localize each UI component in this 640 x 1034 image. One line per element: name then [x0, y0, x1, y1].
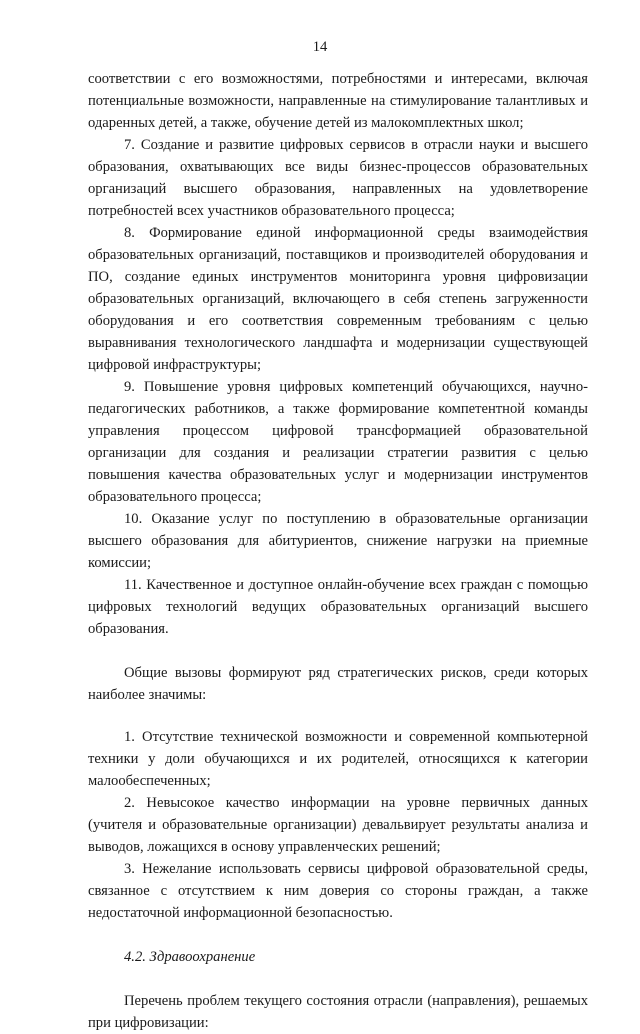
list-item-8: 8. Формирование единой информационной среды взаимодействия образовательных организаций, поставщиков и производителей оборудования и ПО, создание единых инструментов мониторинга уровня цифровизации образовательных организаций, включающего в себя степень загруженности оборудования и его соответствия современным требованиям с целью выравнивания технологического ландшафта и модернизации существующей цифровой инфраструктуры;	[88, 225, 588, 373]
risks-intro: Общие вызовы формируют ряд стратегических рисков, среди которых наиболее значимы:	[88, 665, 588, 703]
risk-item-2: 2. Невысокое качество информации на уровне первичных данных (учителя и образовательные организации) девальвирует результаты анализа и выводов, ложащихся в основу управленческих решений;	[88, 795, 588, 855]
section-heading: 4.2. Здравоохранение	[124, 949, 256, 965]
page-number: 14	[312, 39, 328, 55]
page-body	[88, 68, 588, 1034]
final-paragraph: Перечень проблем текущего состояния отрасли (направления), решаемых при цифровизации:	[88, 993, 588, 1031]
list-item-7: 7. Создание и развитие цифровых сервисов в отрасли науки и высшего образования, охватывающих все виды бизнес-процессов образовательных организаций высшего образования, направленных на удовлетворение потребностей всех участников образовательного процесса;	[88, 137, 588, 219]
risk-item-3: 3. Нежелание использовать сервисы цифровой образовательной среды, связанное с отсутствием к ним доверия со стороны граждан, а также недостаточной информационной безопасностью.	[88, 861, 588, 921]
list-item-10: 10. Оказание услуг по поступлению в образовательные организации высшего образования для абитуриентов, снижение нагрузки на приемные комиссии;	[88, 511, 588, 571]
list-item-11: 11. Качественное и доступное онлайн-обучение всех граждан с помощью цифровых технологий ведущих образовательных организаций высшего образования.	[88, 577, 588, 637]
list-item-9: 9. Повышение уровня цифровых компетенций обучающихся, научно-педагогических работников, а также формирование компетентной команды управления процессом цифровой трансформацией образовательной организации для создания и реализации стратегии развития с целью повышения качества образовательных услуг и модернизации инструментов образовательного процесса;	[88, 379, 588, 505]
risk-item-1: 1. Отсутствие технической возможности и современной компьютерной техники у доли обучающихся и их родителей, относящихся к категории малообеспеченных;	[88, 729, 588, 789]
paragraph-continuation: соответствии с его возможностями, потребностями и интересами, включая потенциальные возможности, направленные на стимулирование талантливых и одаренных детей, а также, обучение детей из малокомплектных школ;	[88, 71, 588, 131]
